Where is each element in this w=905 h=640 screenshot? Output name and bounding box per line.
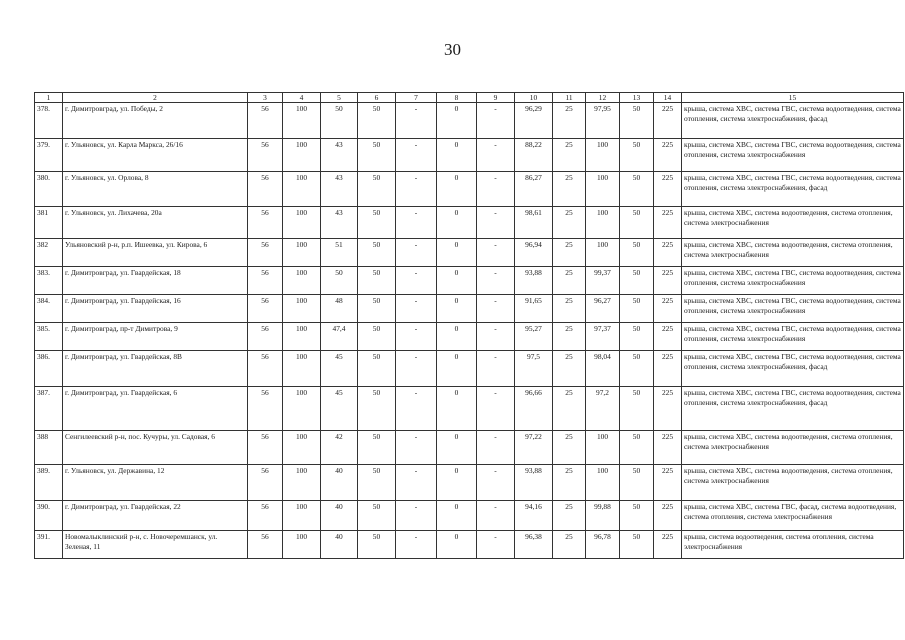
value-cell: 56 [248,207,283,239]
value-cell: 93,88 [515,465,553,501]
table-row [35,172,904,207]
value-cell: 0 [437,295,477,323]
value-cell: 88,22 [515,139,553,172]
value-cell: 225 [654,431,682,465]
value-cell: - [396,267,437,295]
works-cell: крыша, система ХВС, система водоотведения, система отопления, система электроснабжения [682,465,904,501]
value-cell: 100 [283,207,321,239]
value-cell: 50 [620,387,654,431]
value-cell: 100 [283,239,321,267]
value-cell: 96,38 [515,531,553,559]
value-cell: 91,65 [515,295,553,323]
column-header: 3 [248,93,283,103]
address-cell: г. Димитровград, ул. Победы, 2 [63,103,248,139]
row-number: 391. [35,531,63,559]
value-cell: 100 [586,431,620,465]
value-cell: 225 [654,387,682,431]
works-cell: крыша, система ХВС, система водоотведения, система отопления, система электроснабжения [682,431,904,465]
column-header: 11 [553,93,586,103]
row-number: 380. [35,172,63,207]
row-number: 390. [35,501,63,531]
value-cell: 50 [620,172,654,207]
works-cell: крыша, система ХВС, система ГВС, система водоотведения, система отопления, система электроснабжения [682,295,904,323]
value-cell: 50 [620,103,654,139]
value-cell: 43 [321,139,358,172]
value-cell: 50 [620,207,654,239]
value-cell: 99,37 [586,267,620,295]
value-cell: 25 [553,267,586,295]
value-cell: 56 [248,501,283,531]
table-row [35,139,904,172]
value-cell: - [396,387,437,431]
address-cell: г. Димитровград, пр-т Димитрова, 9 [63,323,248,351]
value-cell: 225 [654,351,682,387]
value-cell: 43 [321,172,358,207]
value-cell: 25 [553,351,586,387]
value-cell: 50 [321,103,358,139]
value-cell: 25 [553,501,586,531]
value-cell: 0 [437,431,477,465]
value-cell: 0 [437,267,477,295]
value-cell: 95,27 [515,323,553,351]
value-cell: - [477,239,515,267]
value-cell: 0 [437,351,477,387]
value-cell: 50 [620,267,654,295]
value-cell: 50 [358,465,396,501]
value-cell: 50 [358,207,396,239]
value-cell: 93,88 [515,267,553,295]
table-row [35,431,904,465]
table-row [35,267,904,295]
value-cell: - [477,103,515,139]
value-cell: 0 [437,103,477,139]
value-cell: 25 [553,139,586,172]
row-number: 389. [35,465,63,501]
value-cell: 100 [283,139,321,172]
value-cell: - [477,139,515,172]
address-cell: Новомалыклинский р-н, с. Новочеремшанск, ул. Зеленая, 11 [63,531,248,559]
works-cell: крыша, система водоотведения, система отопления, система электроснабжения [682,531,904,559]
value-cell: 100 [283,387,321,431]
value-cell: 50 [620,465,654,501]
table-row [35,207,904,239]
table-row [35,239,904,267]
value-cell: 51 [321,239,358,267]
value-cell: 42 [321,431,358,465]
column-header: 14 [654,93,682,103]
value-cell: 0 [437,139,477,172]
header-row [35,93,904,103]
value-cell: - [396,207,437,239]
register-table [34,92,904,559]
row-number: 381 [35,207,63,239]
column-header: 12 [586,93,620,103]
value-cell: 225 [654,103,682,139]
row-number: 387. [35,387,63,431]
value-cell: 50 [358,172,396,207]
value-cell: 56 [248,465,283,501]
value-cell: 225 [654,139,682,172]
works-cell: крыша, система ХВС, система водоотведения, система отопления, система электроснабжения [682,207,904,239]
value-cell: 56 [248,172,283,207]
value-cell: 225 [654,172,682,207]
value-cell: 50 [620,295,654,323]
value-cell: 56 [248,139,283,172]
row-number: 388 [35,431,63,465]
page-number: 30 [444,40,461,59]
value-cell: 25 [553,239,586,267]
value-cell: 225 [654,501,682,531]
value-cell: 50 [358,501,396,531]
column-header: 2 [63,93,248,103]
value-cell: 56 [248,323,283,351]
value-cell: - [396,139,437,172]
value-cell: 225 [654,239,682,267]
value-cell: 56 [248,431,283,465]
value-cell: 100 [586,239,620,267]
value-cell: 25 [553,207,586,239]
column-header: 13 [620,93,654,103]
value-cell: 97,2 [586,387,620,431]
value-cell: - [477,267,515,295]
value-cell: 56 [248,351,283,387]
address-cell: г. Димитровград, ул. Гвардейская, 16 [63,295,248,323]
value-cell: 25 [553,172,586,207]
address-cell: г. Ульяновск, ул. Орлова, 8 [63,172,248,207]
table-row [35,103,904,139]
works-cell: крыша, система ХВС, система ГВС, система водоотведения, система отопления, система электроснабжения [682,139,904,172]
address-cell: Ульяновский р-н, р.п. Ишеевка, ул. Кирова, 6 [63,239,248,267]
table-row [35,501,904,531]
value-cell: 0 [437,172,477,207]
works-cell: крыша, система ХВС, система ГВС, система водоотведения, система отопления, система электроснабжения, фасад [682,351,904,387]
column-header: 8 [437,93,477,103]
value-cell: 100 [586,465,620,501]
value-cell: 25 [553,103,586,139]
value-cell: 45 [321,387,358,431]
value-cell: 0 [437,387,477,431]
value-cell: 56 [248,103,283,139]
value-cell: 0 [437,239,477,267]
value-cell: 98,61 [515,207,553,239]
value-cell: 97,22 [515,431,553,465]
value-cell: 97,5 [515,351,553,387]
value-cell: 50 [358,139,396,172]
value-cell: 50 [620,323,654,351]
value-cell: 100 [283,267,321,295]
value-cell: 100 [283,465,321,501]
value-cell: - [396,295,437,323]
value-cell: 50 [620,501,654,531]
row-number: 386. [35,351,63,387]
table-row [35,323,904,351]
value-cell: 225 [654,323,682,351]
works-cell: крыша, система ХВС, система ГВС, фасад, система водоотведения, система отопления, система электроснабжения [682,501,904,531]
value-cell: 40 [321,501,358,531]
value-cell: - [396,531,437,559]
table-body [35,103,904,559]
value-cell: 25 [553,295,586,323]
works-cell: крыша, система ХВС, система ГВС, система водоотведения, система отопления, система электроснабжения, фасад [682,172,904,207]
column-header: 1 [35,93,63,103]
value-cell: 96,66 [515,387,553,431]
value-cell: 97,37 [586,323,620,351]
value-cell: - [477,172,515,207]
value-cell: 25 [553,387,586,431]
row-number: 384. [35,295,63,323]
value-cell: - [396,431,437,465]
value-cell: - [396,501,437,531]
table-row [35,465,904,501]
column-header: 15 [682,93,904,103]
column-header: 4 [283,93,321,103]
value-cell: 225 [654,465,682,501]
value-cell: 50 [321,267,358,295]
value-cell: - [396,239,437,267]
value-cell: 100 [283,172,321,207]
value-cell: 50 [358,239,396,267]
value-cell: 100 [283,531,321,559]
value-cell: 45 [321,351,358,387]
column-header: 6 [358,93,396,103]
row-number: 385. [35,323,63,351]
value-cell: 47,4 [321,323,358,351]
value-cell: 100 [283,501,321,531]
column-header: 7 [396,93,437,103]
address-cell: г. Ульяновск, ул. Лихачева, 20а [63,207,248,239]
value-cell: 25 [553,465,586,501]
value-cell: 86,27 [515,172,553,207]
value-cell: 50 [620,239,654,267]
value-cell: 50 [358,531,396,559]
works-cell: крыша, система ХВС, система ГВС, система водоотведения, система отопления, система электроснабжения, фасад [682,103,904,139]
address-cell: г. Димитровград, ул. Гвардейская, 8В [63,351,248,387]
value-cell: 25 [553,531,586,559]
value-cell: 100 [283,431,321,465]
row-number: 383. [35,267,63,295]
value-cell: 100 [586,172,620,207]
table-row [35,387,904,431]
value-cell: - [396,172,437,207]
value-cell: 100 [283,351,321,387]
value-cell: 40 [321,531,358,559]
value-cell: 96,94 [515,239,553,267]
value-cell: 50 [358,351,396,387]
value-cell: 50 [620,139,654,172]
value-cell: 25 [553,431,586,465]
row-number: 379. [35,139,63,172]
value-cell: 0 [437,465,477,501]
value-cell: 100 [283,323,321,351]
value-cell: - [477,323,515,351]
address-cell: г. Ульяновск, ул. Державина, 12 [63,465,248,501]
value-cell: 100 [283,103,321,139]
table-row [35,351,904,387]
address-cell: Сенгилеевский р-н, пос. Кучуры, ул. Садовая, 6 [63,431,248,465]
table-row [35,295,904,323]
value-cell: 94,16 [515,501,553,531]
value-cell: - [477,387,515,431]
value-cell: 0 [437,207,477,239]
value-cell: - [477,207,515,239]
value-cell: 0 [437,531,477,559]
value-cell: 25 [553,323,586,351]
value-cell: 96,29 [515,103,553,139]
row-number: 382 [35,239,63,267]
value-cell: 96,27 [586,295,620,323]
value-cell: 56 [248,531,283,559]
value-cell: 96,78 [586,531,620,559]
value-cell: 43 [321,207,358,239]
value-cell: - [477,431,515,465]
value-cell: 50 [358,387,396,431]
value-cell: 50 [620,431,654,465]
value-cell: 50 [620,531,654,559]
value-cell: - [477,351,515,387]
value-cell: 40 [321,465,358,501]
table-row [35,531,904,559]
value-cell: 50 [620,351,654,387]
value-cell: 48 [321,295,358,323]
value-cell: 99,88 [586,501,620,531]
value-cell: 225 [654,531,682,559]
works-cell: крыша, система ХВС, система ГВС, система водоотведения, система отопления, система электроснабжения, фасад [682,387,904,431]
column-header: 10 [515,93,553,103]
column-header: 9 [477,93,515,103]
works-cell: крыша, система ХВС, система ГВС, система водоотведения, система отопления, система электроснабжения [682,267,904,295]
value-cell: 100 [283,295,321,323]
value-cell: 50 [358,431,396,465]
address-cell: г. Ульяновск, ул. Карла Маркса, 26/16 [63,139,248,172]
value-cell: 97,95 [586,103,620,139]
value-cell: 100 [586,207,620,239]
value-cell: - [477,465,515,501]
value-cell: 56 [248,267,283,295]
value-cell: 56 [248,387,283,431]
value-cell: 56 [248,295,283,323]
value-cell: 225 [654,207,682,239]
value-cell: - [477,501,515,531]
value-cell: 0 [437,323,477,351]
value-cell: 225 [654,295,682,323]
value-cell: - [477,531,515,559]
value-cell: 98,04 [586,351,620,387]
value-cell: 50 [358,103,396,139]
value-cell: - [477,295,515,323]
address-cell: г. Димитровград, ул. Гвардейская, 18 [63,267,248,295]
row-number: 378. [35,103,63,139]
address-cell: г. Димитровград, ул. Гвардейская, 6 [63,387,248,431]
value-cell: 56 [248,239,283,267]
value-cell: 50 [358,295,396,323]
value-cell: - [396,465,437,501]
table-header [35,93,904,103]
value-cell: 100 [586,139,620,172]
column-header: 5 [321,93,358,103]
works-cell: крыша, система ХВС, система водоотведения, система отопления, система электроснабжения [682,239,904,267]
value-cell: - [396,103,437,139]
value-cell: - [396,323,437,351]
value-cell: 50 [358,323,396,351]
value-cell: 225 [654,267,682,295]
value-cell: 50 [358,267,396,295]
address-cell: г. Димитровград, ул. Гвардейская, 22 [63,501,248,531]
works-cell: крыша, система ХВС, система ГВС, система водоотведения, система отопления, система электроснабжения [682,323,904,351]
value-cell: 0 [437,501,477,531]
value-cell: - [396,351,437,387]
